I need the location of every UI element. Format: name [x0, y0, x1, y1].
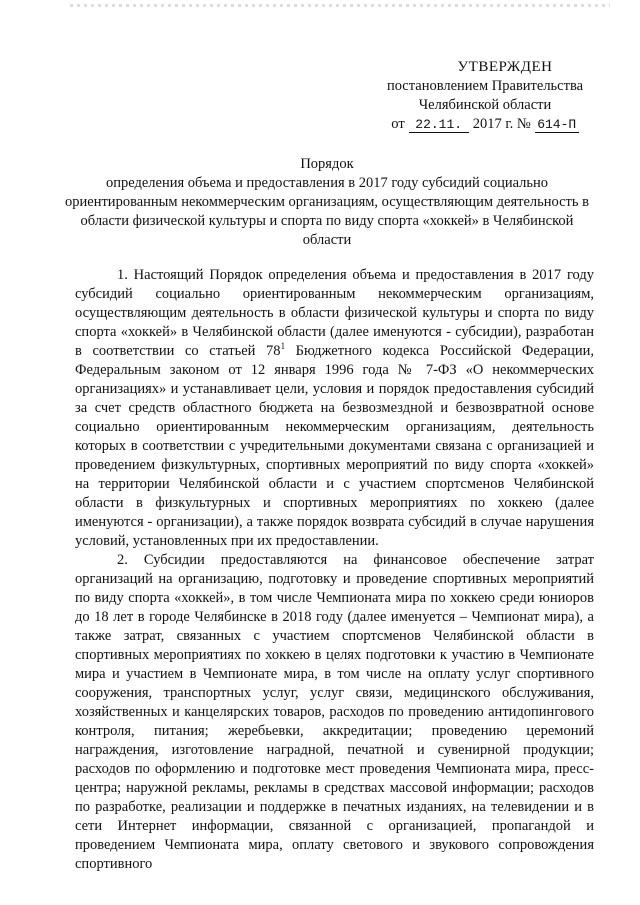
- approval-line-1: постановлением Правительства: [386, 78, 584, 94]
- approval-status: УТВЕРЖДЕН: [457, 59, 553, 75]
- approval-year: 2017 г. №: [472, 116, 531, 132]
- paragraph-2: 2. Субсидии предоставляются на финансовое обеспечение затрат организаций на организацию, подготовку и проведение спортивных мероприятий по виду спорта «хоккей», в том числе Чемпионата мира по хоккею среди юниоров до 18 лет в городе Челябинске в 2018 году (далее именуется – Чемпионат мира), а также затрат, связанных с участием спортсменов Челябинской области в спортивных мероприятиях по хоккею в целях подготовки к участию в Чемпионате мира и участием в Чемпионате мира, в том числе на оплату услуг спортивного сооружения, транспортных услуг, услуг связи, медицинского обслуживания, хозяйственных и канцелярских товаров, расходов по проведению антидопингового контроля, питания; жеребьевки, аккредитации; проведению церемоний награждения, изготовление наградной, печатной и сувенирной продукции; расходов по оформлению и подготовке мест проведения Чемпионата мира, пресс-центра; наружной рекламы, рекламы в средствах массовой информации; расходов по разработке, реализации и поддержке в печатных изданиях, на телевидении и в сети Интернет информации, связанной с организацией, пропагандой и проведением Чемпионата мира, оплату светового и звукового сопровождения спортивного: [75, 552, 594, 872]
- scan-noise: [70, 4, 610, 7]
- approval-date-line: [360, 115, 610, 134]
- paragraph-1: [75, 266, 594, 551]
- paragraph-1-text-b: Бюджетного кодекса Российской Федерации, Федеральным законом от 12 января 1996 года № 7-ФЗ «О некоммерческих организациях» и устанавливает цели, условия и порядок предоставления субсидий за счет средств областного бюджета на безвозмездной и безвозвратной основе социально ориентированным некоммерческим организациям, деятельность которых в соответствии с учредительными документами связана с организацией и проведением физкультурных, спортивных мероприятий по виду спорта «хоккей» на территории Челябинской области и с участием спортсменов Челябинской области в физкультурных и спортивных мероприятиях по хоккею (далее именуются - организации), а также порядок возврата субсидий в случае нарушения условий, установленных при их предоставлении.: [75, 343, 594, 549]
- approval-line-2: Челябинской области: [418, 97, 552, 113]
- document-title: [62, 155, 592, 250]
- approval-date: 22.11.: [409, 118, 469, 133]
- title-heading: Порядок: [300, 156, 354, 172]
- approval-block: [360, 58, 610, 134]
- paragraph-1-text-a: 1. Настоящий Порядок определения объема и предоставления в 2017 году субсидий социально ориентированным некоммерческим организациям, осуществляющим деятельность в области физической культуры и спорта по виду спорта «хоккей» в Челябинской области (далее именуются - субсидии), разработан в соответствии со статьей 78: [75, 267, 594, 359]
- article-superscript: 1: [280, 341, 286, 352]
- document-body: [75, 266, 594, 874]
- approval-number: 614-П: [535, 118, 579, 133]
- title-subtitle: определения объема и предоставления в 2017 году субсидий социально ориентированным некоммерческим организациям, осуществляющим деятельность в области физической культуры и спорта по виду спорта «хоккей» в Челябинской области: [65, 175, 589, 248]
- date-prefix: от: [391, 116, 405, 132]
